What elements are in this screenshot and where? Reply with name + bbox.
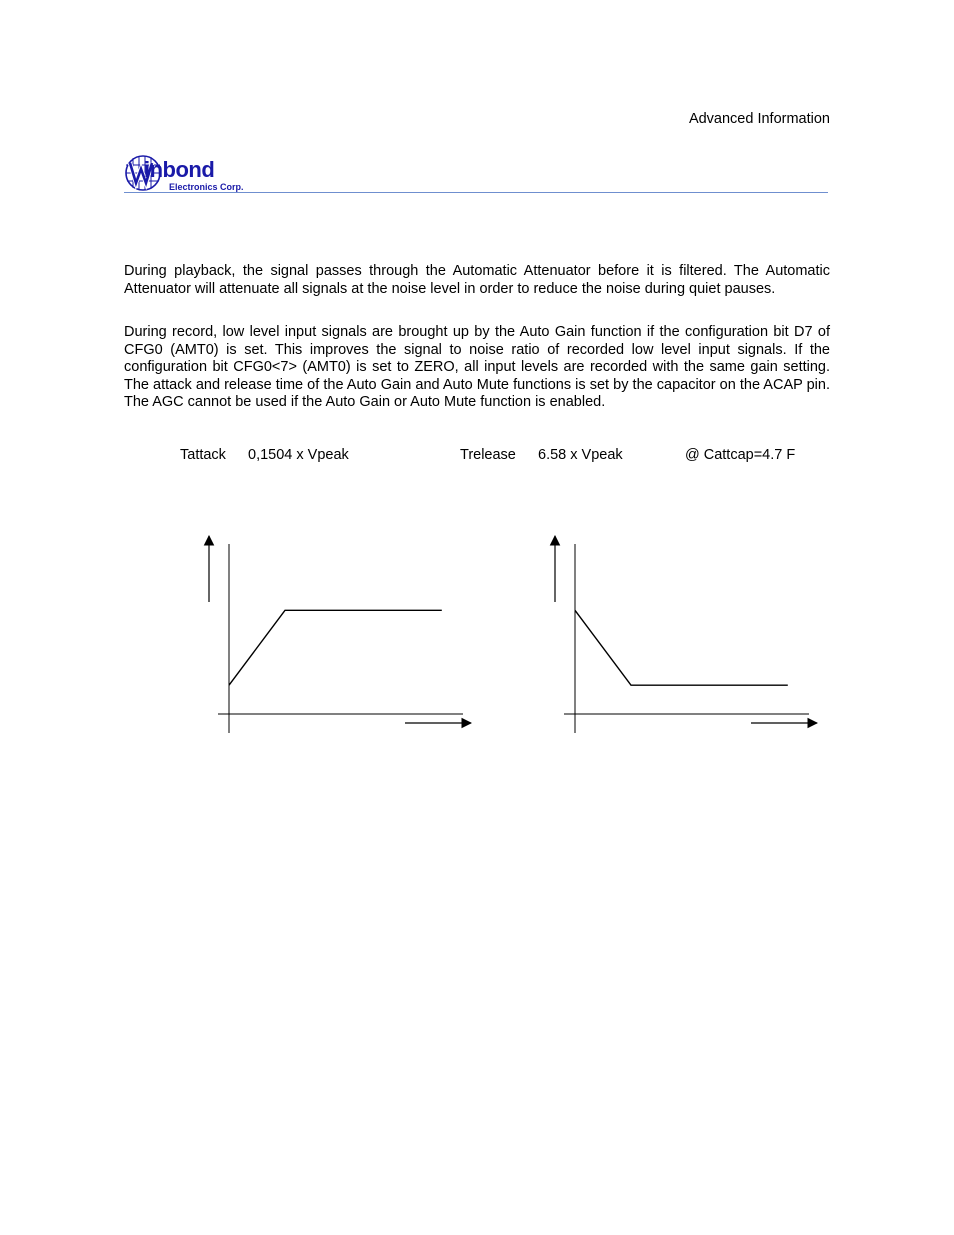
header-note: Advanced Information <box>688 111 830 127</box>
release-curve <box>575 610 788 685</box>
release-label: Trelease <box>460 447 516 463</box>
paragraph-playback: During playback, the signal passes through the Automatic Attenuator before it is filtered. The Automatic Attenuator will attenuate all signals at the noise level in order to reduce the noise during quiet pauses. <box>124 263 830 297</box>
attack-label: Tattack <box>180 447 226 463</box>
header-divider <box>124 192 828 193</box>
attack-graph <box>195 530 485 740</box>
winbond-logo <box>124 152 254 194</box>
condition-text: @ Cattcap=4.7 F <box>685 447 796 463</box>
paragraph-record: During record, low level input signals are brought up by the Auto Gain function if the configuration bit D7 of CFG0 (AMT0) is set. This improves the signal to noise ratio of recorded low level input signals. If the configuration bit CFG0<7> (AMT0) is set to ZERO, all input levels are recorded with the same gain setting. The attack and release time of the Auto Gain and Auto Mute functions is set by the capacitor on the ACAP pin. The AGC cannot be used if the Auto Gain or Auto Mute function is enabled. <box>124 324 830 411</box>
attack-curve <box>229 610 442 685</box>
release-graph <box>541 530 831 740</box>
logo-subtitle: Electronics Corp. <box>169 182 244 192</box>
attack-value: 0,1504 x Vpeak <box>248 447 349 463</box>
release-value: 6.58 x Vpeak <box>538 447 623 463</box>
logo-wordmark: inbond <box>144 157 215 182</box>
